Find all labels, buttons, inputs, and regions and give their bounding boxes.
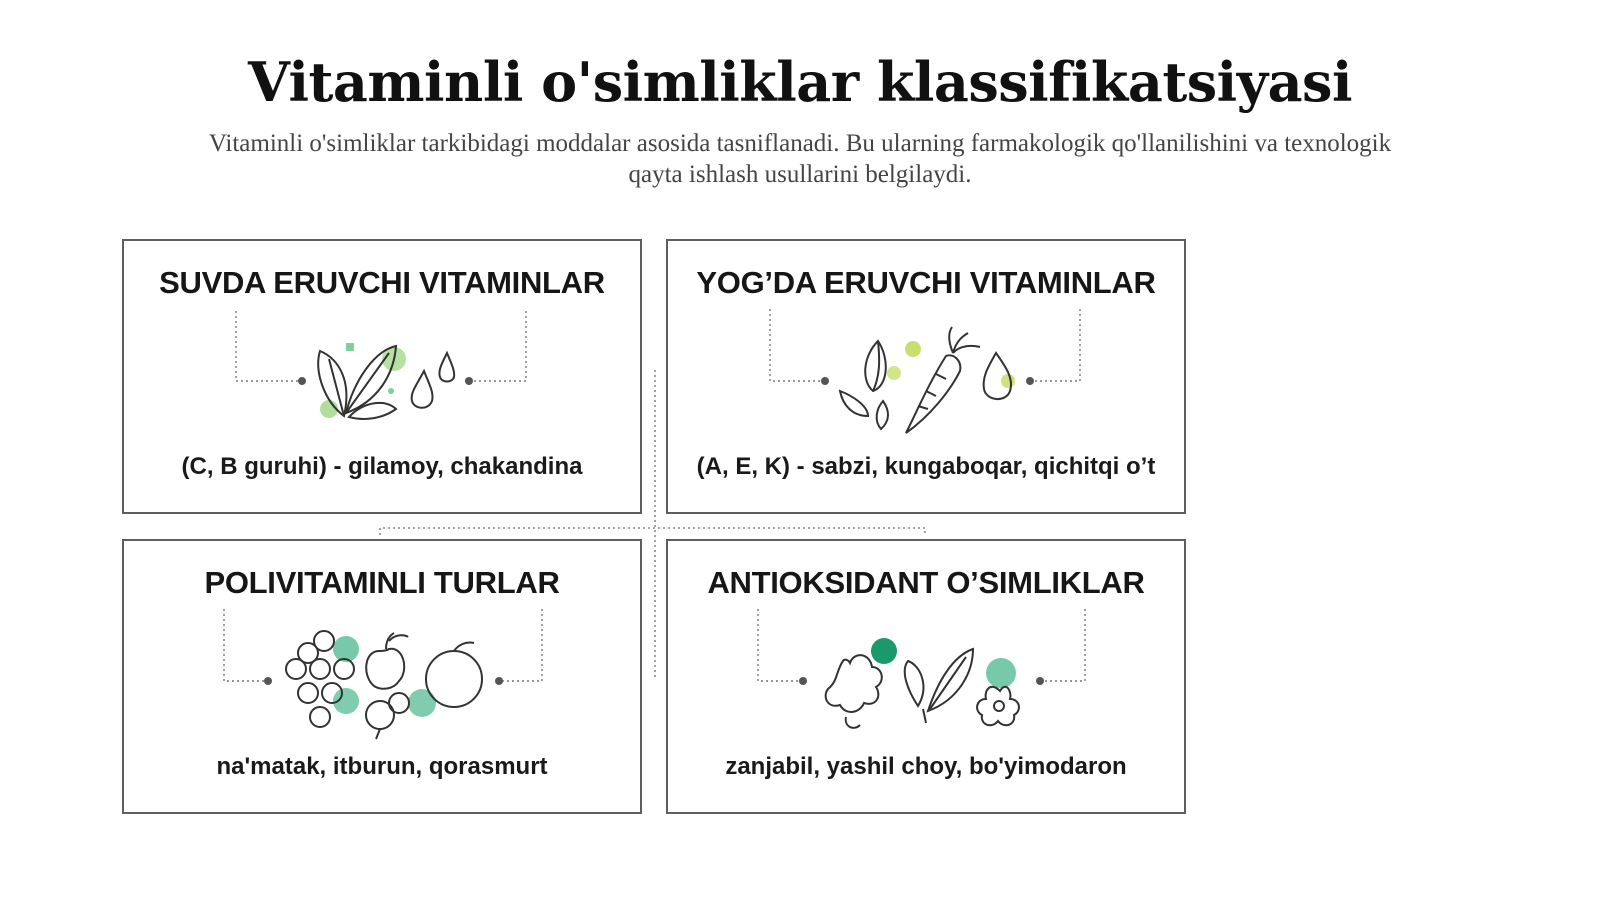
- card-description: (A, E, K) - sabzi, kungaboqar, qichitqi o’t: [696, 453, 1156, 480]
- card-title: SUVDA ERUVCHI VITAMINLAR: [159, 265, 605, 300]
- card-fat-soluble[interactable]: [666, 239, 1186, 514]
- card-antioxidant[interactable]: [666, 539, 1186, 814]
- card-description: na'matak, itburun, qorasmurt: [216, 753, 548, 780]
- page-subtitle: Vitaminli o'simliklar tarkibidagi moddalar asosida tasniflanadi. Bu ularning farmakologik qo'llanilishini va texnologik qayta ishlash usullarini belgilaydi.: [208, 130, 1392, 188]
- card-description: (C, B guruhi) - gilamoy, chakandina: [181, 453, 583, 480]
- card-water-soluble[interactable]: [122, 239, 642, 514]
- card-title: POLIVITAMINLI TURLAR: [204, 565, 560, 600]
- card-title: ANTIOKSIDANT O’SIMLIKLAR: [707, 565, 1145, 600]
- card-title: YOG’DA ERUVCHI VITAMINLAR: [696, 265, 1156, 300]
- page-title: Vitaminli o'simliklar klassifikatsiyasi: [248, 50, 1352, 114]
- card-multivitamin[interactable]: [122, 539, 642, 814]
- card-description: zanjabil, yashil choy, bo'yimodaron: [725, 753, 1127, 780]
